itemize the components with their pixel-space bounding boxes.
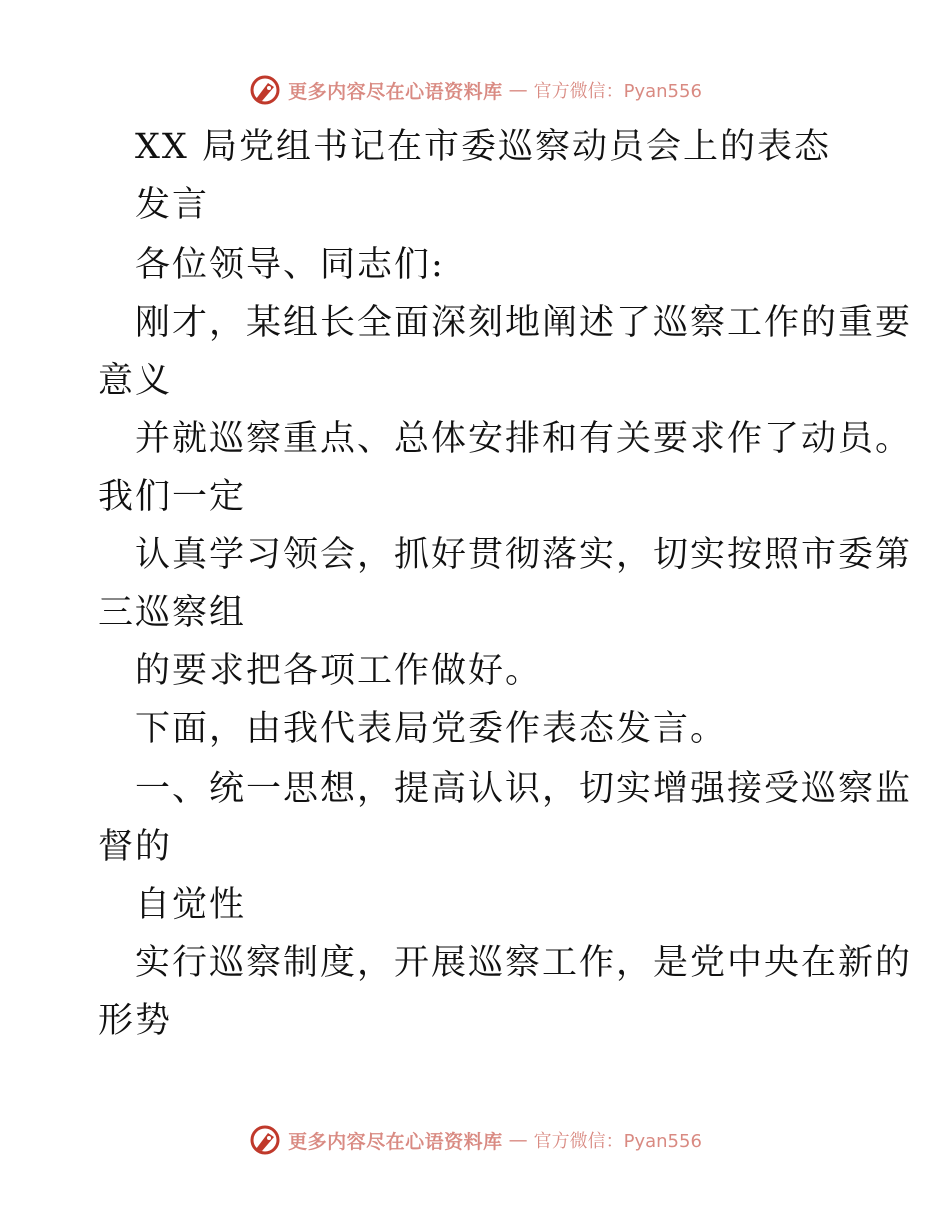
body-line: 刚才，某组长全面深刻地阐述了巡察工作的重要 [135, 303, 913, 343]
body-line: 并就巡察重点、总体安排和有关要求作了动员。 [135, 419, 913, 459]
header-banner [0, 70, 950, 110]
title-line-1: XX 局党组书记在市委巡察动员会上的表态 [135, 127, 831, 167]
banner-dash: — [508, 1129, 528, 1151]
body-line: 我们一定 [98, 477, 247, 517]
banner-text: 更多内容尽在心语资料库 [288, 1130, 503, 1153]
banner-text: 更多内容尽在心语资料库 [288, 80, 503, 103]
pen-nib-logo-icon [248, 73, 282, 107]
pen-nib-logo-icon [248, 1123, 282, 1157]
body-line: 三巡察组 [98, 593, 247, 633]
body-line: 认真学习领会，抓好贯彻落实，切实按照市委第 [135, 535, 913, 575]
body-line: 的要求把各项工作做好。 [135, 651, 543, 691]
section-heading-line: 自觉性 [135, 885, 247, 925]
section-heading-line: 一、统一思想，提高认识，切实增强接受巡察监 [135, 769, 913, 809]
title-line-2: 发言 [135, 185, 210, 225]
body-line: 实行巡察制度，开展巡察工作，是党中央在新的 [135, 943, 913, 983]
banner-dash: — [508, 79, 528, 101]
banner-wechat: 官方微信：Pyan556 [533, 81, 702, 102]
section-heading-line: 督的 [98, 827, 173, 867]
footer-banner [0, 1120, 950, 1160]
salutation: 各位领导、同志们: [135, 245, 445, 285]
body-line: 形势 [98, 1001, 173, 1041]
banner-wechat: 官方微信：Pyan556 [533, 1131, 702, 1152]
body-line: 意义 [98, 361, 173, 401]
body-line: 下面，由我代表局党委作表态发言。 [135, 709, 728, 749]
